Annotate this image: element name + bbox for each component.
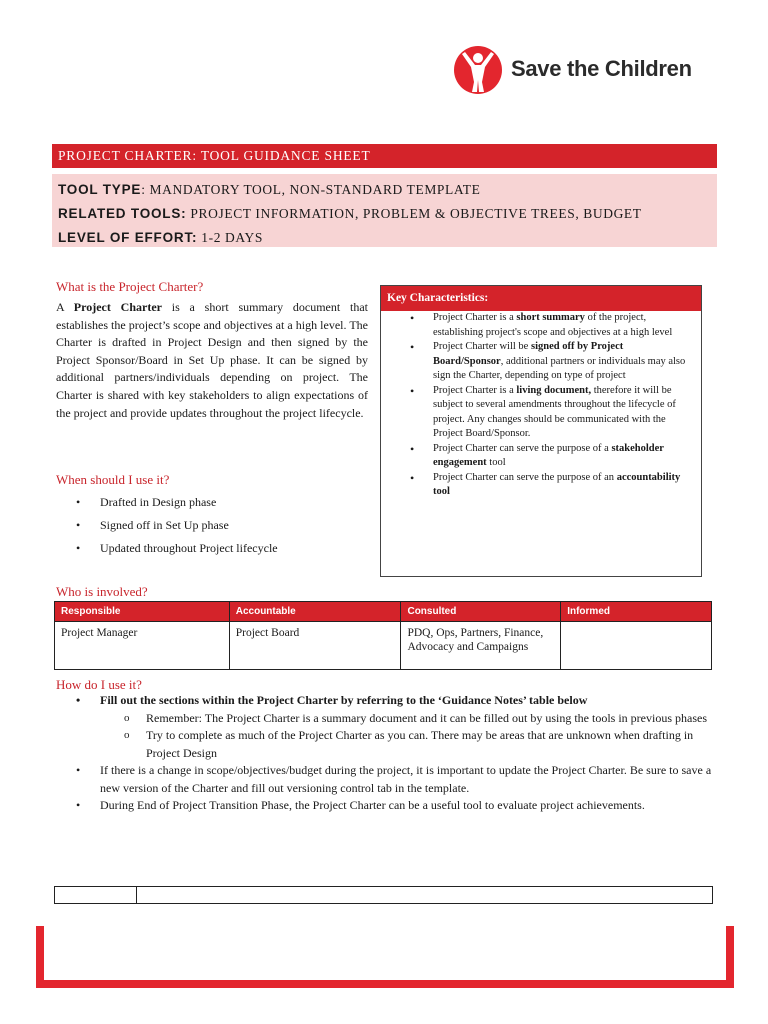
what-paragraph: A Project Charter is a short summary document that establishes the project’s scope and objectives at a high level. The Charter is drafted in Project Design and then signed by the Project Sponsor/Board in Set Up phase. It can be signed by additional partners/individuals depending on project. The Charter is shared with key stakeholders to align expectations of the project and provide updates throughout the project lifecycle. [56,300,368,420]
table-cell: PDQ, Ops, Partners, Finance, Advocacy and Campaigns [401,622,561,670]
raci-table [54,601,712,670]
table-header-row [55,602,712,622]
table-cell: Project Board [229,622,401,670]
how-heading: How do I use it? [56,677,142,692]
list-item: • Drafted in Design phase [56,494,278,517]
level-of-effort-row: LEVEL OF EFFORT: 1-2 DAYS [58,230,263,245]
list-item: • Project Charter can serve the purpose of an accountability tool [381,471,701,500]
logo-text: Save the Children [511,56,692,81]
key-characteristics-list [381,311,701,500]
what-heading: What is the Project Charter? [56,279,204,294]
sub-list-item: o Try to complete as much of the Project Charter as you can. There may be areas that are unknown when drafting in Project Design [56,727,716,762]
tool-meta-box [52,174,717,247]
how-list [56,692,716,815]
table-cell [561,622,712,670]
when-list [56,494,278,563]
document-title: PROJECT CHARTER: TOOL GUIDANCE SHEET [52,144,717,168]
table-cell: Project Manager [55,622,230,670]
list-item: • Project Charter is a living document, therefore it will be subject to several amendments throughout the lifecycle of project. Any changes should be communicated with the Project Board/Sponsor. [381,384,701,442]
list-item: • If there is a change in scope/objectives/budget during the project, it is important to update the Project Charter. Be sure to save a new version of the Charter and fill out versioning control tab in the template. [56,762,716,797]
list-item: • Fill out the sections within the Project Charter by referring to the ‘Guidance Notes’ table below [56,692,716,710]
key-characteristics-box [380,285,702,577]
sub-list-item: o Remember: The Project Charter is a summary document and it can be filled out by using the tools in previous phases [56,710,716,728]
key-characteristics-heading: Key Characteristics: [381,286,701,311]
footer-decoration [36,926,734,988]
column-header: Accountable [229,602,401,622]
who-heading: Who is involved? [56,584,148,599]
list-item: • Project Charter will be signed off by Project Board/Sponsor, additional partners or individuals may also sign the Charter, depending on type of project [381,340,701,384]
list-item: • Updated throughout Project lifecycle [56,540,278,563]
list-item: • Project Charter is a short summary of the project, establishing project's scope and objectives at a high level [381,311,701,340]
table-row [55,622,712,670]
list-item: • Signed off in Set Up phase [56,517,278,540]
related-tools-row: RELATED TOOLS: PROJECT INFORMATION, PROBLEM & OBJECTIVE TREES, BUDGET [58,206,642,221]
list-item: • Project Charter can serve the purpose of a stakeholder engagement tool [381,442,701,471]
list-item: • During End of Project Transition Phase, the Project Charter can be a useful tool to evaluate project achievements. [56,797,716,815]
column-header: Responsible [55,602,230,622]
when-heading: When should I use it? [56,472,170,487]
tool-type-row: TOOL TYPE: MANDATORY TOOL, NON-STANDARD TEMPLATE [58,182,481,197]
column-header: Consulted [401,602,561,622]
table-divider [136,887,137,903]
guidance-notes-table-start [54,886,713,904]
column-header: Informed [561,602,712,622]
